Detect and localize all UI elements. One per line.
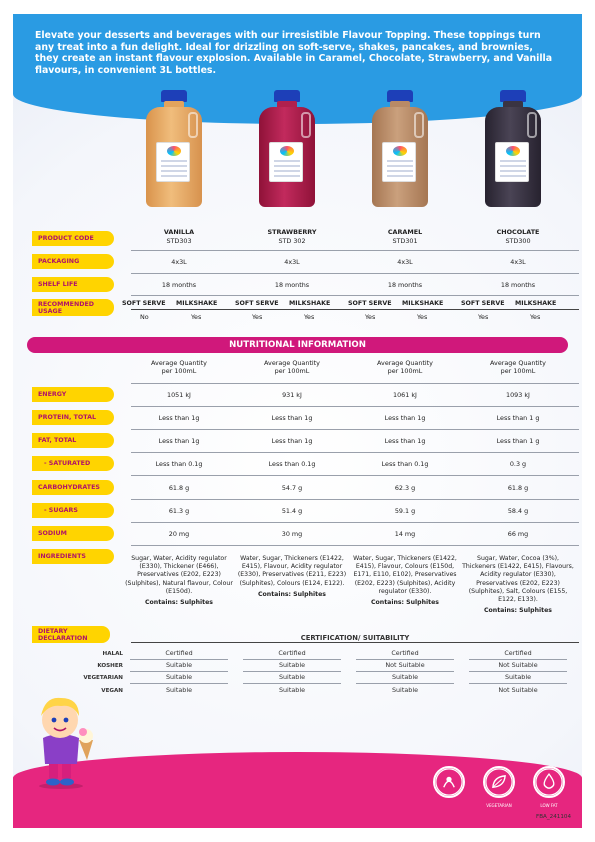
ingredients-caramel: Water, Sugar, Thickeners (E1422, E415), Flavour, Colours (E150d, E171, E110, E102), Preservatives (E202, E223) (Sulphites), Acidity regulator (E330). Contains: Sulphites — [353, 555, 457, 607]
halal-strawberry: Certified — [243, 648, 341, 660]
carbohydrates-chocolate: 61.8 g — [507, 484, 529, 492]
ingredients-strawberry: Water, Sugar, Thickeners (E1422, E415), Flavour, Acidity regulator (E330), Preservatives (E211, E223) (Sulphites), Colours (E124, E122). Contains: Sulphites — [237, 555, 347, 598]
shelf-life-chocolate: 18 months — [500, 281, 536, 289]
halal-label: HALAL — [102, 651, 123, 657]
product-name-strawberry: STRAWBERRY — [267, 228, 317, 236]
vegan-vanilla: Suitable — [165, 686, 193, 694]
sodium-chocolate: 66 mg — [507, 530, 529, 538]
carbohydrates-vanilla: 61.8 g — [168, 484, 190, 492]
low-fat-badge-label: LOW FAT — [540, 803, 558, 808]
soft-serve-chocolate: Yes — [478, 313, 489, 321]
packaging-strawberry: 4x3L — [284, 258, 300, 266]
protein-vanilla: Less than 1g — [158, 414, 200, 422]
saturated-vanilla: Less than 0.1g — [155, 460, 203, 468]
product-code-vanilla: STD303 — [166, 237, 192, 245]
energy-vanilla: 1051 kJ — [167, 391, 191, 399]
product-code-caramel: STD301 — [392, 237, 418, 245]
halal-vanilla: Certified — [130, 648, 228, 660]
protein-strawberry: Less than 1g — [271, 414, 313, 422]
sugars-vanilla: 61.3 g — [168, 507, 190, 515]
sodium-strawberry: 30 mg — [281, 530, 303, 538]
award-badge-icon — [433, 766, 465, 798]
certification-title: CERTIFICATION/ SUITABILITY — [300, 634, 410, 642]
sugars-strawberry: 51.4 g — [281, 507, 303, 515]
packaging-vanilla: 4x3L — [171, 258, 187, 266]
milkshake-head: MILKSHAKE — [402, 300, 444, 307]
vegan-strawberry: Suitable — [278, 686, 306, 694]
dietary-declaration-label: DIETARY DECLARATION — [32, 626, 110, 643]
vegetarian-vanilla: Suitable — [130, 672, 228, 684]
vegetarian-caramel: Suitable — [356, 672, 454, 684]
fat-strawberry: Less than 1g — [271, 437, 313, 445]
carbohydrates-strawberry: 54.7 g — [281, 484, 303, 492]
avg-qty-head: Average Quantity per 100mL — [490, 359, 546, 375]
kosher-chocolate: Not Suitable — [469, 660, 567, 672]
product-name-vanilla: VANILLA — [163, 228, 195, 236]
ingredients-vanilla: Sugar, Water, Acidity regulator (E330), Thickener (E466), Preservatives (E202, E223) (Sulphites), Natural flavour, Colour (E150d). Contains: Sulphites — [125, 555, 233, 607]
ingredients-chocolate: Sugar, Water, Cocoa (3%), Thickeners (E1422, E415), Flavours, Acidity regulator (E330), Preservatives (E202, E223) (Sulphites), Salt, Colours (E155, E122, E133). Contains: Sulphites — [462, 555, 574, 615]
energy-strawberry: 931 kJ — [282, 391, 302, 399]
milkshake-chocolate: Yes — [530, 313, 541, 321]
sugars-label: - SUGARS — [32, 503, 114, 518]
divider — [131, 295, 579, 296]
divider — [131, 383, 579, 384]
divider — [131, 406, 579, 407]
divider — [131, 250, 579, 251]
vegan-label: VEGAN — [101, 688, 123, 694]
carbohydrates-label: CARBOHYDRATES — [32, 480, 114, 495]
saturated-caramel: Less than 0.1g — [381, 460, 429, 468]
energy-label: ENERGY — [32, 387, 114, 402]
soft-serve-head: SOFT SERVE — [461, 300, 505, 307]
saturated-label: - SATURATED — [32, 456, 114, 471]
vegetarian-label: VEGETARIAN — [83, 675, 123, 681]
divider — [131, 475, 579, 476]
avg-qty-head: Average Quantity per 100mL — [264, 359, 320, 375]
packaging-label: PACKAGING — [32, 254, 114, 269]
kosher-label: KOSHER — [97, 663, 123, 669]
nutritional-information-header: NUTRITIONAL INFORMATION — [27, 337, 568, 353]
vegan-chocolate: Not Suitable — [498, 686, 538, 694]
shelf-life-caramel: 18 months — [387, 281, 423, 289]
product-name-chocolate: CHOCOLATE — [496, 228, 540, 236]
divider — [131, 309, 579, 310]
packaging-chocolate: 4x3L — [510, 258, 526, 266]
vegetarian-badge-label: VEGETARIAN — [486, 803, 512, 808]
strawberry-bottle-image — [257, 90, 317, 208]
divider — [131, 642, 579, 643]
packaging-caramel: 4x3L — [397, 258, 413, 266]
kosher-strawberry: Suitable — [243, 660, 341, 672]
milkshake-vanilla: Yes — [191, 313, 202, 321]
shelf-life-strawberry: 18 months — [274, 281, 310, 289]
soft-serve-head: SOFT SERVE — [122, 300, 166, 307]
shelf-life-label: SHELF LIFE — [32, 277, 114, 292]
milkshake-head: MILKSHAKE — [176, 300, 218, 307]
divider — [131, 429, 579, 430]
carbohydrates-caramel: 62.3 g — [394, 484, 416, 492]
ingredients-label: INGREDIENTS — [32, 549, 114, 564]
vegan-caramel: Suitable — [391, 686, 419, 694]
vegetarian-leaf-icon — [483, 766, 515, 798]
avg-qty-head: Average Quantity per 100mL — [151, 359, 207, 375]
caramel-bottle-image — [370, 90, 430, 208]
saturated-chocolate: 0.3 g — [509, 460, 527, 468]
fat-caramel: Less than 1g — [384, 437, 426, 445]
vegetarian-chocolate: Suitable — [469, 672, 567, 684]
sugars-chocolate: 58.4 g — [507, 507, 529, 515]
chocolate-bottle-image — [483, 90, 543, 208]
divider — [131, 452, 579, 453]
saturated-strawberry: Less than 0.1g — [268, 460, 316, 468]
document-code: FBA_241104 — [536, 814, 572, 820]
fat-label: FAT, TOTAL — [32, 433, 114, 448]
fat-vanilla: Less than 1g — [158, 437, 200, 445]
divider — [131, 545, 579, 546]
product-code-label: PRODUCT CODE — [32, 231, 114, 246]
protein-caramel: Less than 1g — [384, 414, 426, 422]
soft-serve-vanilla: No — [140, 313, 149, 321]
soft-serve-caramel: Yes — [365, 313, 376, 321]
protein-chocolate: Less than 1 g — [496, 414, 540, 422]
kosher-vanilla: Suitable — [130, 660, 228, 672]
mascot-boy-icon — [27, 690, 97, 790]
product-code-strawberry: STD 302 — [278, 237, 306, 245]
halal-chocolate: Certified — [469, 648, 567, 660]
product-name-caramel: CARAMEL — [387, 228, 423, 236]
milkshake-caramel: Yes — [417, 313, 428, 321]
protein-label: PROTEIN, TOTAL — [32, 410, 114, 425]
milkshake-strawberry: Yes — [304, 313, 315, 321]
recommended-usage-label: RECOMMENDED USAGE — [32, 299, 114, 316]
energy-caramel: 1061 kJ — [393, 391, 417, 399]
sodium-caramel: 14 mg — [394, 530, 416, 538]
divider — [131, 522, 579, 523]
soft-serve-head: SOFT SERVE — [348, 300, 392, 307]
milkshake-head: MILKSHAKE — [289, 300, 331, 307]
vanilla-bottle-image — [144, 90, 204, 208]
fat-chocolate: Less than 1 g — [496, 437, 540, 445]
product-sheet — [13, 14, 582, 828]
soft-serve-head: SOFT SERVE — [235, 300, 279, 307]
intro-text: Elevate your desserts and beverages with our irresistible Flavour Topping. These toppings turn any treat into a fun delight. Ideal for drizzling on soft-serve, shakes, pancakes, and brownies, they create an instant flavour explosion. Available in Caramel, Chocolate, Strawberry, and Vanilla flavours, in convenient 3L bottles. — [35, 30, 553, 76]
low-fat-drop-icon — [533, 766, 565, 798]
shelf-life-vanilla: 18 months — [161, 281, 197, 289]
sugars-caramel: 59.1 g — [394, 507, 416, 515]
sodium-label: SODIUM — [32, 526, 114, 541]
vegetarian-strawberry: Suitable — [243, 672, 341, 684]
divider — [131, 499, 579, 500]
divider — [131, 273, 579, 274]
energy-chocolate: 1093 kJ — [506, 391, 530, 399]
sodium-vanilla: 20 mg — [168, 530, 190, 538]
avg-qty-head: Average Quantity per 100mL — [377, 359, 433, 375]
halal-caramel: Certified — [356, 648, 454, 660]
kosher-caramel: Not Suitable — [356, 660, 454, 672]
product-code-chocolate: STD300 — [505, 237, 531, 245]
soft-serve-strawberry: Yes — [252, 313, 263, 321]
milkshake-head: MILKSHAKE — [515, 300, 557, 307]
